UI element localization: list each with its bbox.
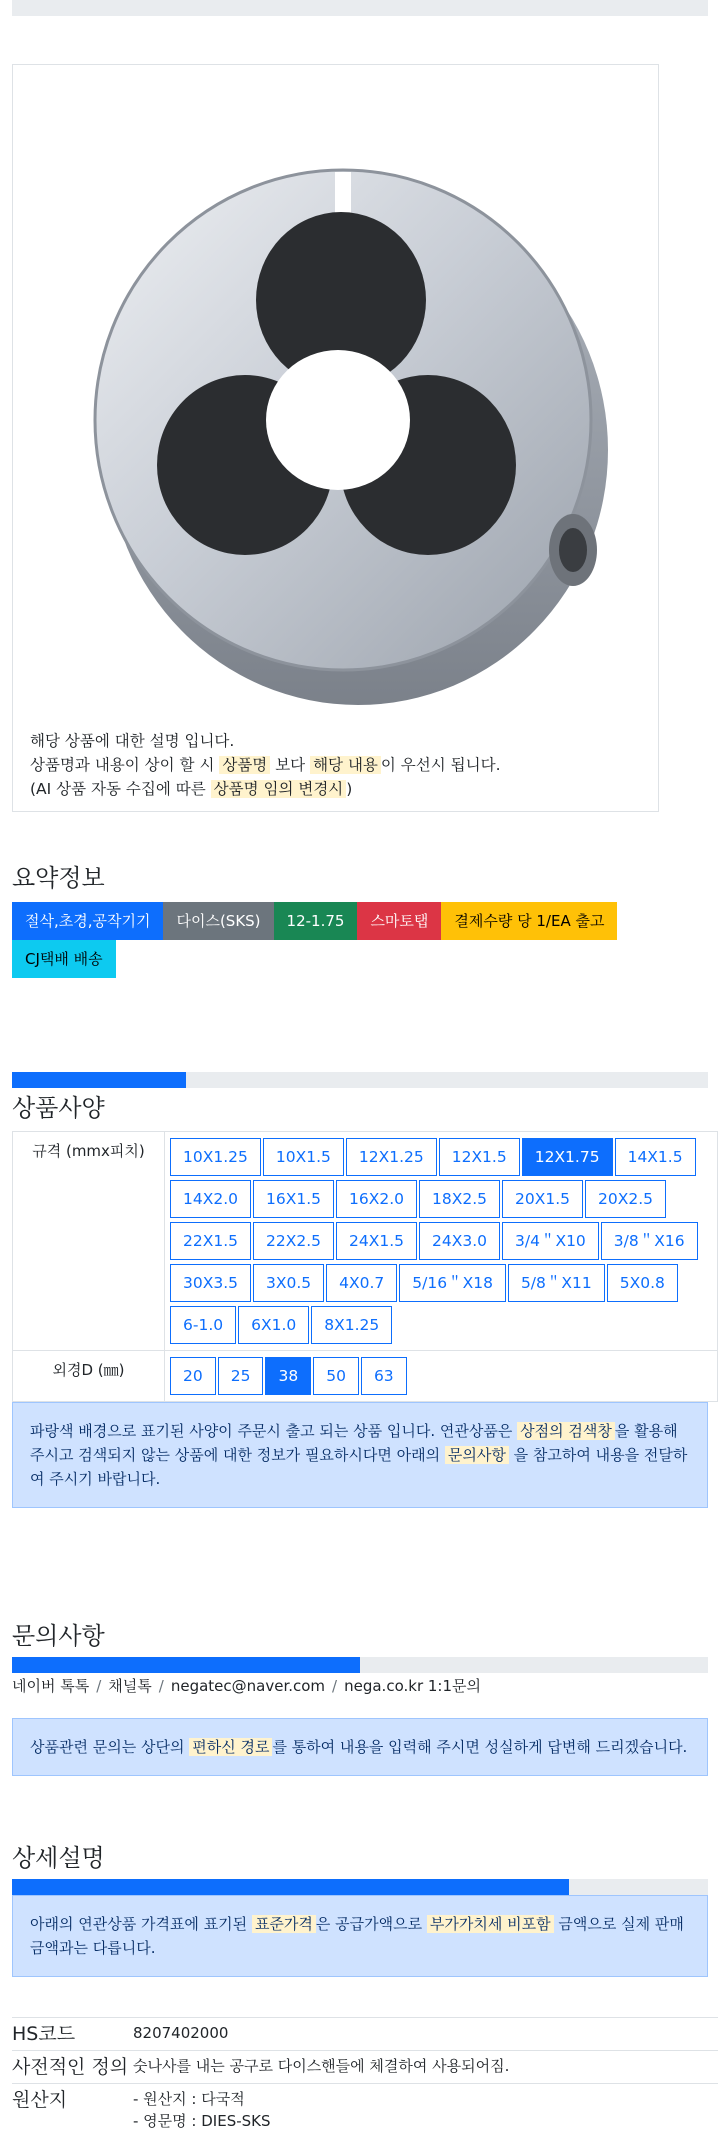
product-info-table xyxy=(12,2017,718,2136)
description-text: 이 우선시 됩니다. xyxy=(380,756,501,774)
option-button[interactable]: 6-1.0 xyxy=(170,1306,236,1344)
option-button[interactable]: 20X2.5 xyxy=(585,1180,666,1218)
option-button[interactable]: 24X3.0 xyxy=(419,1222,500,1260)
top-bar xyxy=(12,0,708,16)
detail-title: 상세설명 xyxy=(12,1844,105,1872)
detail-notice xyxy=(12,1895,708,1977)
contact-channeltalk[interactable]: 채널톡 xyxy=(108,1677,152,1695)
description-text: (AI 상품 자동 수집에 따른 xyxy=(30,780,211,798)
option-button[interactable]: 22X2.5 xyxy=(253,1222,334,1260)
badge-quantity: 결제수량 당 1/EA 출고 xyxy=(441,902,617,940)
spec-label-diameter: 외경D (㎜) xyxy=(13,1351,165,1402)
option-button[interactable]: 5X0.8 xyxy=(607,1264,678,1302)
summary-badges xyxy=(12,902,672,978)
option-button[interactable]: 24X1.5 xyxy=(336,1222,417,1260)
option-button[interactable]: 5/8＂X11 xyxy=(508,1264,605,1302)
contact-website-inquiry[interactable]: nega.co.kr 1:1문의 xyxy=(344,1677,481,1695)
description-text: 상품명과 내용이 상이 할 시 xyxy=(30,756,220,774)
product-image xyxy=(73,120,633,720)
option-button[interactable]: 16X2.0 xyxy=(336,1180,417,1218)
option-button[interactable]: 3/4＂X10 xyxy=(502,1222,599,1260)
info-key: HS코드 xyxy=(12,2018,133,2051)
option-button[interactable]: 6X1.0 xyxy=(238,1306,309,1344)
contact-email[interactable]: negatec@naver.com xyxy=(170,1677,326,1695)
notice-text: 을 참고하여 내용을 전달하여 주시기 바랍니다. xyxy=(30,1446,688,1488)
info-row-definition xyxy=(12,2051,718,2084)
info-key: 사전적인 정의 xyxy=(12,2051,133,2084)
product-image-box xyxy=(12,64,659,812)
spec-title: 상품사양 xyxy=(12,1094,105,1122)
option-button[interactable]: 20 xyxy=(170,1357,216,1395)
option-button[interactable]: 14X1.5 xyxy=(615,1138,696,1176)
highlight-store-search: 상점의 검색창 xyxy=(517,1422,615,1440)
spec-progress-fill xyxy=(12,1072,186,1088)
option-button[interactable]: 3/8＂X16 xyxy=(601,1222,698,1260)
option-button[interactable]: 12X1.5 xyxy=(439,1138,520,1176)
spec-options-cell xyxy=(165,1132,718,1351)
option-button[interactable]: 8X1.25 xyxy=(311,1306,392,1344)
inquiry-progress-fill xyxy=(12,1657,360,1673)
contact-list xyxy=(12,1675,708,1696)
option-button[interactable]: 4X0.7 xyxy=(326,1264,397,1302)
info-key: 원산지 xyxy=(12,2084,133,2137)
option-button[interactable]: 16X1.5 xyxy=(253,1180,334,1218)
notice-text: 상품관련 문의는 상단의 xyxy=(30,1738,190,1756)
highlight-convenient-route: 편하신 경로 xyxy=(189,1738,272,1756)
info-value: 8207402000 xyxy=(133,2018,718,2051)
spec-row-size xyxy=(13,1132,718,1351)
notice-text: 을 활용해 주시고 검색되지 않는 상품에 대한 정보가 필요하시다면 아래의 xyxy=(30,1422,678,1464)
badge-brand: 스마토탭 xyxy=(357,902,441,940)
option-button[interactable]: 3X0.5 xyxy=(253,1264,324,1302)
highlight-name-change: 상품명 임의 변경시 xyxy=(211,780,347,798)
spec-notice xyxy=(12,1402,708,1508)
highlight-standard-price: 표준가격 xyxy=(252,1915,316,1933)
highlight-product-name: 상품명 xyxy=(219,756,270,774)
notice-text: 파랑색 배경으로 표기된 사양이 주문시 출고 되는 상품 입니다. 연관상품은 xyxy=(30,1422,518,1440)
option-button[interactable]: 12X1.75 xyxy=(522,1138,613,1176)
option-button[interactable]: 18X2.5 xyxy=(419,1180,500,1218)
option-button[interactable]: 30X3.5 xyxy=(170,1264,251,1302)
notice-text: 를 통하여 내용을 입력해 주시면 성실하게 답변해 드리겠습니다. xyxy=(272,1738,688,1756)
spec-table xyxy=(12,1131,718,1402)
english-name: - 영문명 : DIES-SKS xyxy=(133,2112,271,2130)
highlight-content: 해당 내용 xyxy=(310,756,381,774)
detail-progress-bar xyxy=(12,1879,708,1895)
summary-title: 요약정보 xyxy=(12,864,105,892)
badge-product-type: 다이스(SKS) xyxy=(163,902,273,940)
notice-text: 아래의 연관상품 가격표에 표기된 xyxy=(30,1915,252,1933)
separator: / xyxy=(96,1677,102,1695)
option-button[interactable]: 20X1.5 xyxy=(502,1180,583,1218)
diameter-options xyxy=(170,1357,712,1395)
notice-text: 은 공급가액으로 xyxy=(315,1915,427,1933)
description-text: ) xyxy=(346,780,353,798)
highlight-inquiry: 문의사항 xyxy=(445,1446,509,1464)
contact-naver-talktalk[interactable]: 네이버 톡톡 xyxy=(12,1677,90,1695)
inquiry-notice xyxy=(12,1718,708,1776)
badge-spec: 12-1.75 xyxy=(274,902,358,940)
option-button[interactable]: 14X2.0 xyxy=(170,1180,251,1218)
option-button[interactable]: 22X1.5 xyxy=(170,1222,251,1260)
option-button[interactable]: 12X1.25 xyxy=(346,1138,437,1176)
info-row-origin xyxy=(12,2084,718,2137)
spec-row-diameter xyxy=(13,1351,718,1402)
spec-label-size: 규격 (mmx피치) xyxy=(13,1132,165,1351)
separator: / xyxy=(158,1677,164,1695)
option-button[interactable]: 5/16＂X18 xyxy=(399,1264,506,1302)
description-line-3 xyxy=(30,777,501,801)
option-button[interactable]: 25 xyxy=(218,1357,264,1395)
description-line-1: 해당 상품에 대한 설명 입니다. xyxy=(30,732,235,750)
badge-shipping: CJ택배 배송 xyxy=(12,940,116,978)
inquiry-progress-bar xyxy=(12,1657,708,1673)
origin-country: - 원산지 : 다국적 xyxy=(133,2090,245,2108)
option-button[interactable]: 10X1.5 xyxy=(263,1138,344,1176)
detail-progress-fill xyxy=(12,1879,569,1895)
size-options xyxy=(170,1138,712,1344)
notice-text: 금액으로 실제 판매금액과는 다릅니다. xyxy=(30,1915,684,1957)
highlight-vat-excluded: 부가가치세 비포함 xyxy=(427,1915,554,1933)
info-value xyxy=(133,2084,718,2137)
option-button[interactable]: 10X1.25 xyxy=(170,1138,261,1176)
info-value: 숫나사를 내는 공구로 다이스핸들에 체결하여 사용되어짐. xyxy=(133,2051,718,2084)
description-text: 보다 xyxy=(270,756,311,774)
option-button[interactable]: 63 xyxy=(361,1357,407,1395)
info-row-hs-code xyxy=(12,2018,718,2051)
spec-options-cell xyxy=(165,1351,718,1402)
spec-progress-bar xyxy=(12,1072,708,1088)
separator: / xyxy=(332,1677,338,1695)
option-button[interactable]: 50 xyxy=(313,1357,359,1395)
product-description xyxy=(30,729,501,801)
description-line-2 xyxy=(30,753,501,777)
option-button[interactable]: 38 xyxy=(265,1357,311,1395)
badge-category: 절삭,초경,공작기기 xyxy=(12,902,163,940)
inquiry-title: 문의사항 xyxy=(12,1622,105,1650)
